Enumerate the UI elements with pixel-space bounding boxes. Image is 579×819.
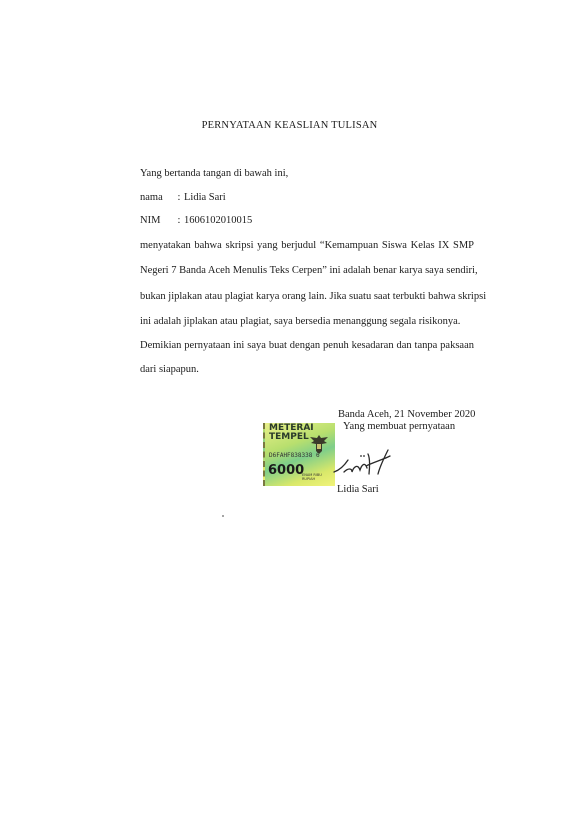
stamp-value-label: ENAM RIBU RUPIAH	[302, 473, 322, 481]
field-nim-value: 1606102010015	[184, 215, 253, 226]
stamp-serial: D6FAHF838338 6	[269, 452, 320, 459]
field-nama-label: nama	[140, 192, 163, 203]
signature-name: Lidia Sari	[337, 484, 379, 495]
field-nama-value: Lidia Sari	[184, 192, 226, 203]
stamp-line1: METERAI	[269, 423, 314, 433]
intro-text: Yang bertanda tangan di bawah ini,	[140, 168, 289, 179]
field-nim-label: NIM	[140, 215, 161, 226]
field-nama	[140, 192, 226, 203]
document-title: PERNYATAAN KEASLIAN TULISAN	[201, 120, 378, 131]
field-nim-sep: :	[177, 215, 181, 226]
stamp-value: 6000	[268, 463, 305, 478]
statement-line-3: bukan jiplakan atau plagiat karya orang lain. Jika suatu saat terbukti bahwa skripsi	[140, 291, 487, 302]
statement-line-1: menyatakan bahwa skripsi yang berjudul “Kemampuan Siswa Kelas IX SMP	[140, 240, 474, 251]
handwritten-signature	[330, 448, 400, 482]
field-nim	[140, 215, 252, 226]
closing-line-1: Demikian pernyataan ini saya buat dengan penuh kesadaran dan tanpa paksaan	[140, 340, 474, 351]
statement-line-2: Negeri 7 Banda Aceh Menulis Teks Cerpen” ini adalah benar karya saya sendiri,	[140, 265, 478, 276]
closing-line-2: dari siapapun.	[140, 364, 199, 375]
statement-line-4: ini adalah jiplakan atau plagiat, saya bersedia menanggung segala risikonya.	[140, 316, 461, 327]
revenue-stamp	[263, 423, 335, 486]
field-nama-sep: :	[177, 192, 181, 203]
stamp-line2: TEMPEL	[269, 432, 309, 442]
scan-speck	[222, 515, 224, 517]
signature-place-date: Banda Aceh, 21 November 2020	[338, 409, 476, 420]
signature-role: Yang membuat pernyataan	[343, 421, 456, 432]
